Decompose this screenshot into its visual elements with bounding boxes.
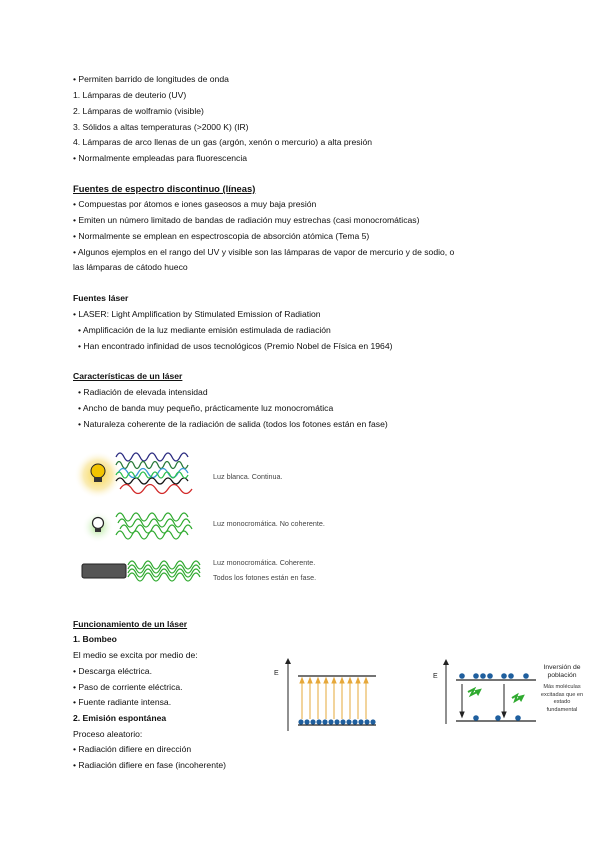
green-lightbulb-icon	[82, 511, 114, 543]
list-item-solids: 3. Sólidos a altas temperaturas (>2000 K) (IR)	[73, 122, 249, 132]
white-lightbulb-icon	[74, 451, 122, 499]
inversion-title	[538, 664, 586, 680]
photon-squiggle-icons	[468, 689, 523, 701]
ground-state-ions-right	[473, 715, 521, 721]
step-spontaneous-emission: 2. Emisión espontánea	[73, 713, 167, 723]
decay-arrows	[460, 684, 506, 717]
pumping-discharge: • Descarga eléctrica.	[73, 666, 152, 676]
bullet-amplification: • Amplificación de la luz mediante emisión estimulada de radiación	[78, 325, 331, 335]
inversion-note-line3: estado	[553, 699, 571, 705]
emission-direction: • Radiación difiere en dirección	[73, 744, 192, 754]
caption-photons-in-phase: Todos los fotones están en fase.	[213, 573, 317, 582]
caption-monochromatic-coherent: Luz monocromática. Coherente.	[213, 558, 316, 567]
bullet-nobel: • Han encontrado infinidad de usos tecnológicos (Premio Nobel de Física en 1964)	[78, 341, 393, 351]
bullet-intensity: • Radiación de elevada intensidad	[78, 387, 208, 397]
bullet-examples-cont: las lámparas de cátodo hueco	[73, 262, 188, 272]
caption-white-light: Luz blanca. Continua.	[213, 472, 283, 481]
bullet-bandwidth: • Ancho de banda muy pequeño, prácticamente luz monocromática	[78, 403, 334, 413]
bullet-narrow-bands: • Emiten un número limitado de bandas de radiación muy estrechas (casi monocromáticas)	[73, 215, 420, 225]
inversion-note-line2: excitadas que en	[540, 691, 584, 698]
pumping-intro: El medio se excita por medio de:	[73, 650, 198, 660]
pump-arrows	[300, 678, 368, 719]
bullet-coherence: • Naturaleza coherente de la radiación de salida (todos los fotones están en fase)	[78, 419, 388, 429]
inversion-title-line2: población	[547, 672, 577, 679]
list-item-arc: 4. Lámparas de arco llenas de un gas (argón, xenón o mercurio) a alta presión	[73, 137, 373, 147]
energy-axis-right	[443, 659, 449, 724]
green-coherent-waves	[128, 561, 200, 581]
white-light-waves	[116, 453, 192, 494]
bullet-sweep: • Permiten barrido de longitudes de onda	[73, 74, 229, 84]
emission-intro: Proceso aleatorio:	[73, 729, 143, 739]
heading-laser-sources: Fuentes láser	[73, 293, 129, 303]
bullet-examples: • Algunos ejemplos en el rango del UV y visible son las lámparas de vapor de mercurio y de sodio, o	[73, 247, 455, 257]
bullet-atomic-absorption: • Normalmente se emplean en espectroscopia de absorción atómica (Tema 5)	[73, 231, 370, 241]
excited-state-ions	[459, 673, 529, 679]
pumping-current: • Paso de corriente eléctrica.	[73, 682, 183, 692]
pumping-energy-diagram	[270, 655, 382, 735]
bullet-fluorescence: • Normalmente empleadas para fluorescencia	[73, 153, 248, 163]
inversion-note-line4: fundamental	[546, 706, 578, 713]
bullet-gaseous: • Compuestas por átomos e iones gaseosos a muy baja presión	[73, 199, 317, 209]
inversion-note-line1: Más moléculas	[543, 684, 581, 690]
population-inversion-diagram	[440, 658, 540, 728]
heading-characteristics: Características de un láser	[73, 371, 183, 381]
energy-label-left: E	[274, 670, 279, 677]
caption-monochromatic-incoherent: Luz monocromática. No coherente.	[213, 519, 325, 528]
step-pumping: 1. Bombeo	[73, 634, 117, 644]
energy-label-right: E	[433, 673, 438, 680]
laser-device-icon	[82, 564, 126, 578]
list-item-tungsten: 2. Lámparas de wolframio (visible)	[73, 106, 204, 116]
bullet-laser-acronym: • LASER: Light Amplification by Stimulated Emission of Radiation	[73, 309, 321, 319]
ground-state-ions	[298, 719, 375, 724]
light-comparison-figure	[70, 445, 220, 590]
inversion-note	[537, 684, 587, 714]
energy-axis-left	[285, 658, 291, 731]
emission-phase: • Radiación difiere en fase (incoherente)	[73, 760, 227, 770]
list-item-deuterium: 1. Lámparas de deuterio (UV)	[73, 90, 187, 100]
heading-operation: Funcionamiento de un láser	[73, 619, 188, 629]
heading-discontinuous: Fuentes de espectro discontinuo (líneas)	[73, 183, 256, 194]
pumping-radiant-source: • Fuente radiante intensa.	[73, 697, 172, 707]
green-incoherent-waves	[116, 513, 192, 539]
inversion-title-line1: Inversión de	[543, 664, 581, 671]
